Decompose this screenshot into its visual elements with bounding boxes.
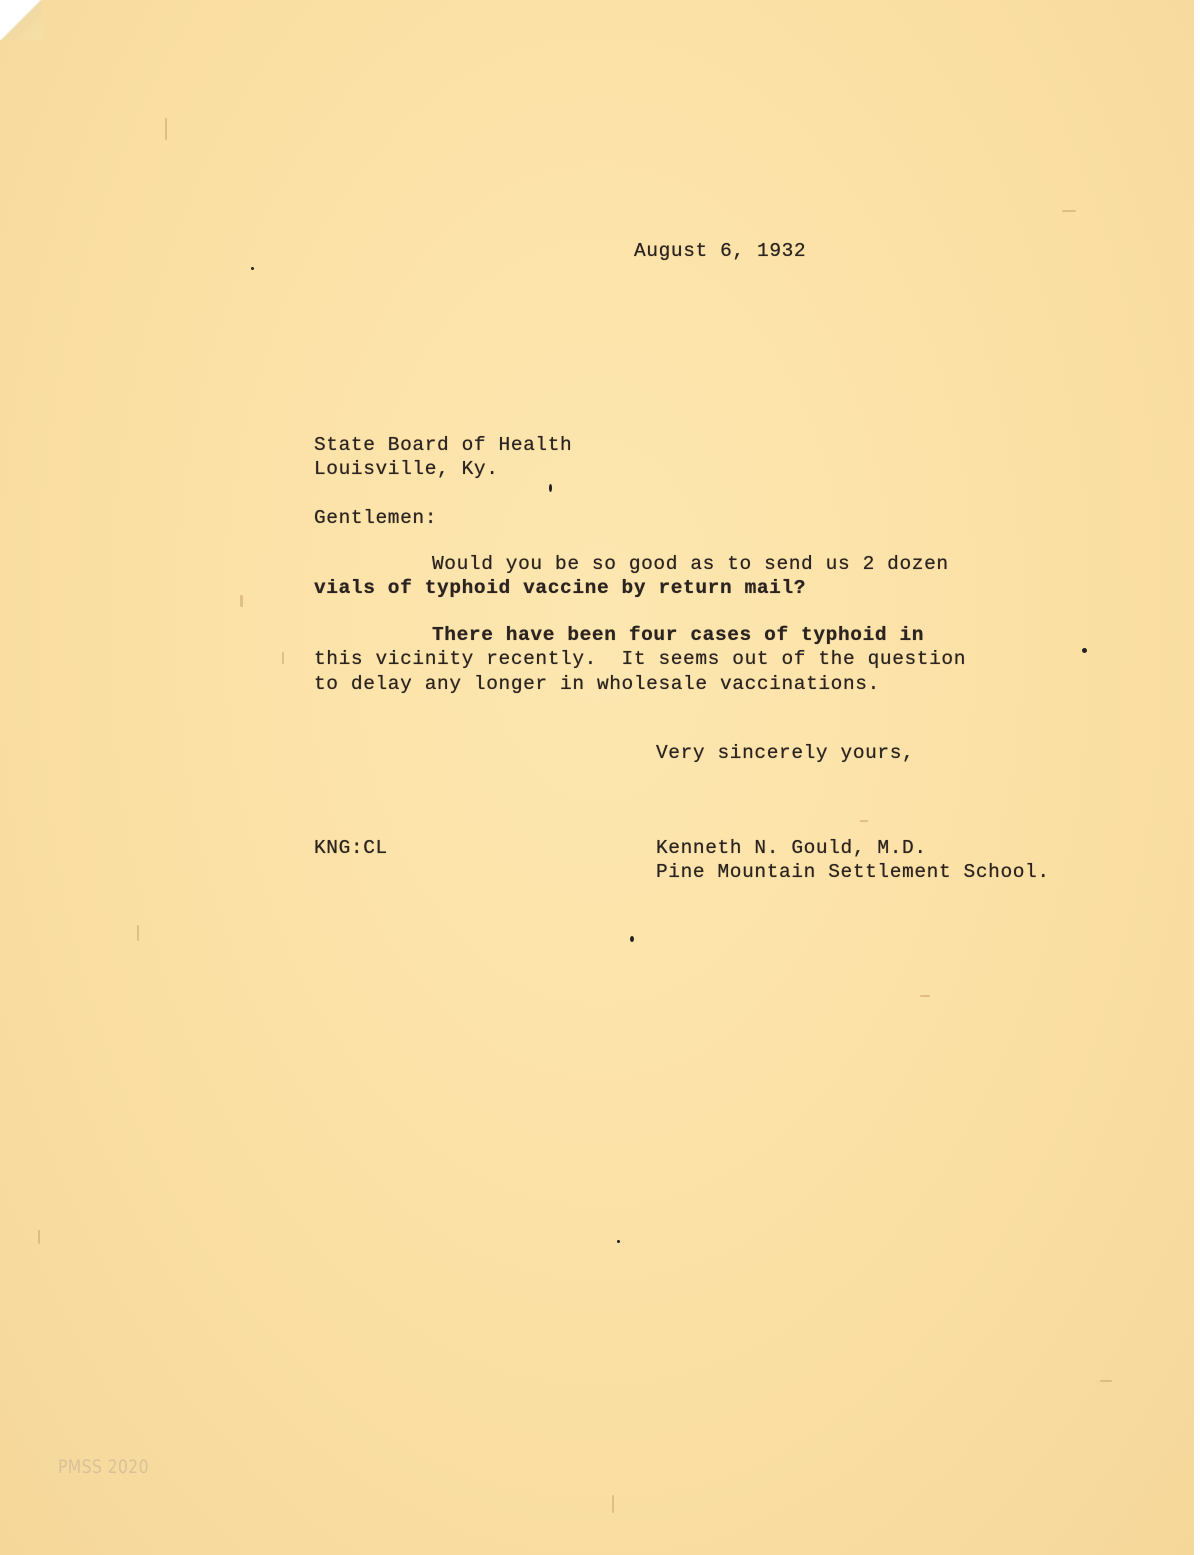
- paper-fleck: [860, 820, 868, 822]
- closing: Very sincerely yours,: [656, 742, 915, 764]
- paragraph-2-line-2: this vicinity recently. It seems out of the question: [314, 648, 967, 670]
- paper-fleck: [38, 1230, 40, 1244]
- paper-fleck: [137, 925, 139, 941]
- paper-fleck: [165, 118, 167, 140]
- paper-fleck: [1062, 210, 1076, 212]
- paper-fleck: [282, 652, 284, 664]
- folded-corner: [0, 0, 42, 40]
- paper-fleck: [1100, 1380, 1112, 1382]
- recipient-line-2: Louisville, Ky.: [314, 458, 499, 480]
- paragraph-2-line-1: There have been four cases of typhoid in: [432, 624, 925, 646]
- ink-speck: [251, 267, 254, 270]
- signature-name: Kenneth N. Gould, M.D.: [656, 837, 927, 859]
- ink-speck: [1082, 648, 1087, 653]
- signature-organization: Pine Mountain Settlement School.: [656, 861, 1050, 883]
- paper-fleck: [240, 595, 243, 607]
- archive-watermark: PMSS 2020: [58, 1456, 149, 1478]
- paper-fleck: [612, 1495, 614, 1513]
- ink-speck: [549, 484, 552, 492]
- paragraph-1-line-2: vials of typhoid vaccine by return mail?: [314, 577, 807, 599]
- recipient-line-1: State Board of Health: [314, 434, 573, 456]
- paragraph-2-line-3: to delay any longer in wholesale vaccinations.: [314, 673, 880, 695]
- ink-speck: [630, 936, 634, 942]
- salutation: Gentlemen:: [314, 507, 438, 529]
- paragraph-1-line-1: Would you be so good as to send us 2 dozen: [432, 553, 949, 575]
- typist-initials: KNG:CL: [314, 837, 388, 859]
- ink-speck: [617, 1240, 620, 1243]
- paper-fleck: [920, 995, 930, 997]
- letter-date: August 6, 1932: [634, 240, 807, 262]
- page-edge: [1194, 0, 1200, 1555]
